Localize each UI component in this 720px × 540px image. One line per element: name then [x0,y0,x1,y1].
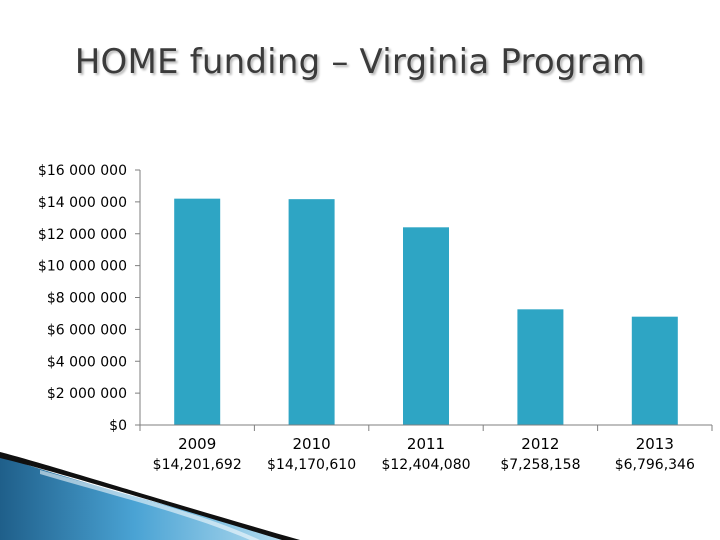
x-category-amount: $14,170,610 [267,457,357,473]
x-category-amount: $6,796,346 [614,457,695,473]
y-tick-label: $8 000 000 [46,290,127,307]
x-category-label: 2010 [292,435,331,453]
x-category-label: 2013 [635,435,674,453]
y-tick-label: $2 000 000 [46,386,127,403]
x-category-amount: $7,258,158 [500,457,581,473]
y-tick-label: $14 000 000 [37,194,127,211]
y-tick-label: $0 [109,418,127,434]
x-category-label: 2012 [521,435,560,453]
y-tick-label: $10 000 000 [37,258,127,275]
x-category-amount: $14,201,692 [152,457,242,473]
y-tick-label: $12 000 000 [37,226,127,243]
x-category-label: 2009 [178,435,217,453]
x-category-amount: $12,404,080 [381,457,471,473]
slide-title: HOME funding – Virginia Program [74,42,646,82]
x-category-label: 2011 [406,435,446,453]
y-tick-label: $6 000 000 [46,322,127,339]
y-tick-label: $16 000 000 [37,163,127,179]
y-tick-label: $4 000 000 [46,354,127,371]
